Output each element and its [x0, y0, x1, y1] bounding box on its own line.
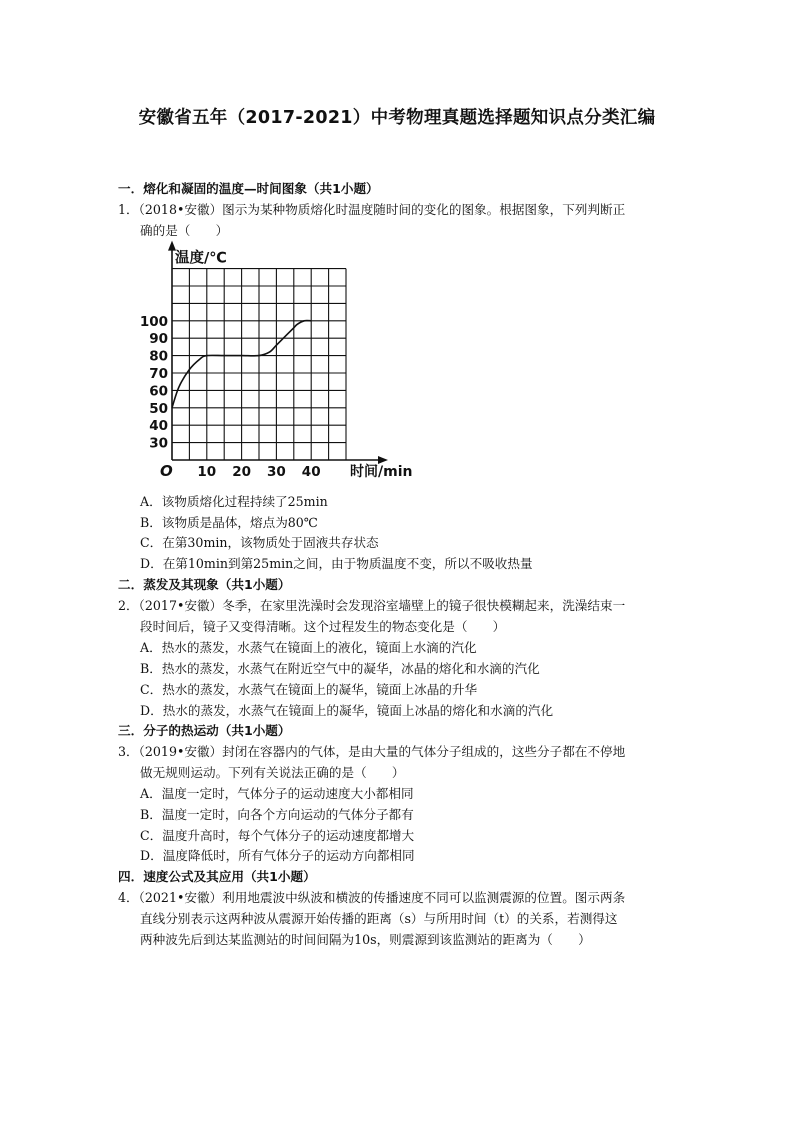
question-3-option-d: D．温度降低时，所有气体分子的运动方向都相同 — [140, 848, 415, 863]
question-1-option-a: A．该物质熔化过程持续了25min — [140, 494, 328, 509]
x-axis-label: 时间/min — [350, 464, 413, 480]
question-1-option-b: B．该物质是晶体，熔点为80℃ — [140, 515, 318, 530]
question-1-stem-line-1: 1．（2018•安徽）图示为某种物质熔化时温度随时间的变化的图象。根据图象，下列判断正 — [118, 202, 626, 217]
y-tick-label: 50 — [149, 400, 168, 417]
document-title: 安徽省五年（2017-2021）中考物理真题选择题知识点分类汇编 — [138, 108, 656, 128]
section-heading-1: 一．熔化和凝固的温度—时间图象（共1小题） — [118, 181, 379, 196]
question-2-stem-line-1: 2．（2017•安徽）冬季，在家里洗澡时会发现浴室墙壁上的镜子很快模糊起来，洗澡结束一 — [118, 598, 626, 613]
chart-axes — [168, 241, 388, 464]
question-2-option-b: B．热水的蒸发，水蒸气在附近空气中的凝华，冰晶的熔化和水滴的汽化 — [140, 661, 540, 676]
y-tick-label: 60 — [149, 383, 168, 400]
question-2-stem-line-2: 段时间后，镜子又变得清晰。这个过程发生的物态变化是（ ） — [140, 619, 506, 634]
x-tick-label: 20 — [232, 464, 251, 480]
x-axis-arrow — [378, 456, 388, 464]
question-2-option-d: D．热水的蒸发，水蒸气在镜面上的凝华，镜面上冰晶的熔化和水滴的汽化 — [140, 703, 554, 718]
question-3-option-b: B．温度一定时，向各个方向运动的气体分子都有 — [140, 807, 414, 822]
y-tick-label: 40 — [149, 418, 168, 435]
origin-label: O — [160, 462, 173, 480]
question-4-stem-line-1: 4．（2021•安徽）利用地震波中纵波和横波的传播速度不同可以监测震源的位置。图示两条 — [118, 890, 626, 905]
section-heading-3: 三．分子的热运动（共1小题） — [118, 723, 291, 738]
section-heading-2: 二．蒸发及其现象（共1小题） — [118, 577, 291, 592]
question-4-stem-line-2: 直线分别表示这两种波从震源开始传播的距离（s）与所用时间（t）的关系，若测得这 — [140, 911, 618, 926]
y-axis-label: 温度/℃ — [175, 250, 227, 267]
question-1-option-d: D．在第10min到第25min之间，由于物质温度不变，所以不吸收热量 — [140, 556, 533, 571]
question-3-stem-line-2: 做无规则运动。下列有关说法正确的是（ ） — [140, 765, 405, 780]
y-tick-label: 80 — [149, 348, 168, 365]
question-3-stem-line-1: 3．（2019•安徽）封闭在容器内的气体，是由大量的气体分子组成的，这些分子都在不停地 — [118, 744, 626, 759]
question-3-option-a: A．温度一定时，气体分子的运动速度大小都相同 — [140, 786, 414, 801]
x-tick-label: 10 — [197, 464, 217, 480]
chart-grid — [172, 269, 346, 460]
temperature-time-chart — [139, 245, 413, 483]
question-2-option-c: C．热水的蒸发，水蒸气在镜面上的凝华，镜面上冰晶的升华 — [140, 682, 478, 697]
y-tick-label: 30 — [149, 435, 168, 452]
question-1-option-c: C．在第30min，该物质处于固液共存状态 — [140, 535, 379, 550]
question-3-option-c: C．温度升高时，每个气体分子的运动速度都增大 — [140, 828, 415, 843]
x-tick-label: 40 — [301, 464, 321, 480]
y-tick-label: 70 — [149, 366, 168, 382]
x-tick-label: 30 — [267, 464, 286, 480]
y-tick-label: 100 — [139, 313, 168, 330]
question-2-option-a: A．热水的蒸发，水蒸气在镜面上的液化，镜面上水滴的汽化 — [140, 640, 477, 655]
question-4-stem-line-3: 两种波先后到达某监测站的时间间隔为10s，则震源到该监测站的距离为（ ） — [140, 932, 591, 947]
question-1-stem-line-2: 确的是（ ） — [140, 223, 229, 238]
y-tick-label: 90 — [149, 331, 168, 348]
section-heading-4: 四．速度公式及其应用（共1小题） — [118, 869, 316, 884]
y-axis-arrow — [168, 241, 176, 251]
